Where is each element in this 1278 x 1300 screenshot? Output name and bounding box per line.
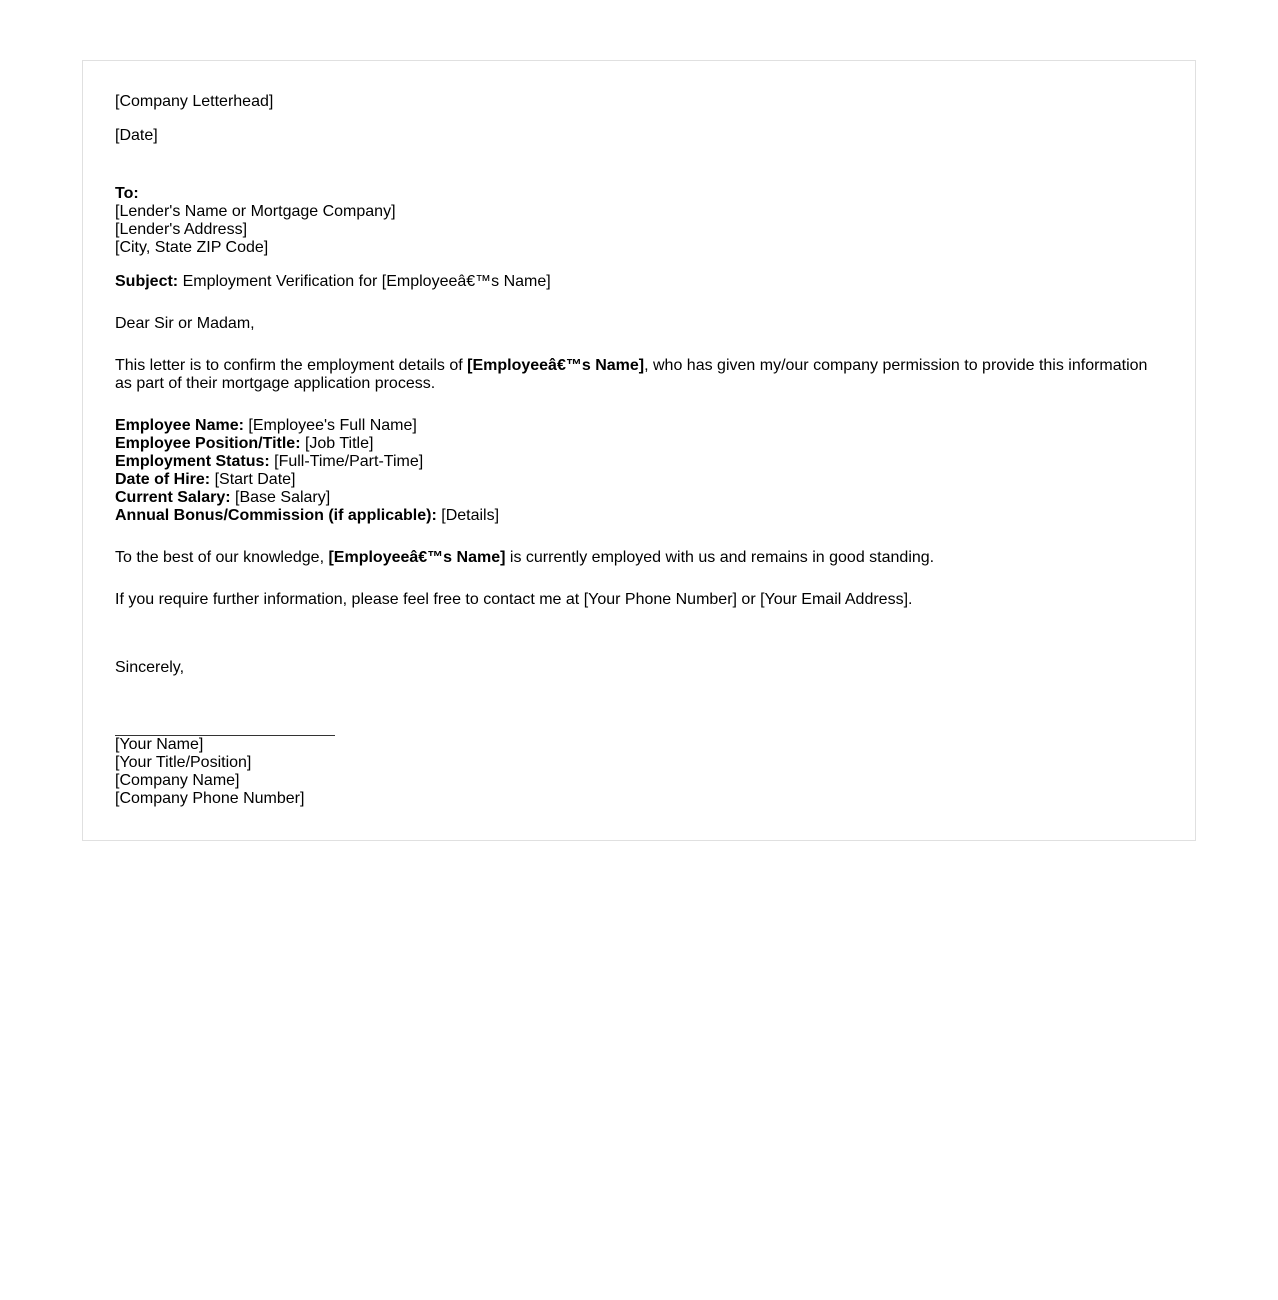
detail-row <box>115 489 1163 507</box>
recipient-line: [Lender's Address] <box>115 221 248 238</box>
detail-value: [Full-Time/Part-Time] <box>269 453 424 470</box>
detail-value: [Details] <box>436 507 500 524</box>
detail-label: Employment Status: <box>115 453 270 470</box>
signature-line-text: [Company Phone Number] <box>115 790 305 807</box>
letter-page <box>82 60 1196 841</box>
signature-line-text: [Company Name] <box>115 772 240 789</box>
subject-label: Subject: <box>115 273 179 290</box>
standing-text: is currently employed with us and remains in good standing. <box>505 549 935 566</box>
detail-label: Employee Position/Title: <box>115 435 301 452</box>
employee-name-placeholder: [Employeeâ€™s Name] <box>328 549 506 566</box>
detail-row <box>115 471 1163 489</box>
signature-line-text: [Your Title/Position] <box>115 754 252 771</box>
detail-label: Annual Bonus/Commission (if applicable): <box>115 507 437 524</box>
detail-label: Employee Name: <box>115 417 244 434</box>
recipient-line: [City, State ZIP Code] <box>115 239 269 256</box>
standing-text: To the best of our knowledge, <box>115 549 329 566</box>
detail-value: [Base Salary] <box>230 489 331 506</box>
signature-block <box>115 736 1163 840</box>
detail-label: Date of Hire: <box>115 471 211 488</box>
salutation: Dear Sir or Madam, <box>115 315 255 332</box>
detail-row <box>115 417 1163 435</box>
employment-details <box>115 417 1163 525</box>
subject-line <box>115 273 1163 291</box>
contact-paragraph: If you require further information, please feel free to contact me at [Your Phone Number] or [Your Email Address]. <box>115 591 913 608</box>
detail-row <box>115 507 1163 525</box>
detail-value: [Job Title] <box>300 435 374 452</box>
detail-value: [Start Date] <box>210 471 296 488</box>
letterhead: [Company Letterhead] <box>115 93 274 110</box>
detail-label: Current Salary: <box>115 489 231 506</box>
recipient-line: [Lender's Name or Mortgage Company] <box>115 203 396 220</box>
detail-value: [Employee's Full Name] <box>243 417 417 434</box>
date: [Date] <box>115 127 158 144</box>
intro-paragraph <box>115 357 1163 393</box>
subject-text: Employment Verification for [Employeeâ€™s Name] <box>178 273 551 290</box>
to-label: To: <box>115 185 139 202</box>
signature-line-text: [Your Name] <box>115 736 204 753</box>
employee-name-placeholder: [Employeeâ€™s Name] <box>467 357 645 374</box>
intro-text: , who has given my/our company permission to provide this information as part of their mortgage application process. <box>115 357 1148 392</box>
detail-row <box>115 453 1163 471</box>
intro-text: This letter is to confirm the employment details of <box>115 357 468 374</box>
detail-row <box>115 435 1163 453</box>
standing-paragraph <box>115 549 1163 567</box>
closing: Sincerely, <box>115 659 185 676</box>
recipient-block <box>115 185 1163 257</box>
